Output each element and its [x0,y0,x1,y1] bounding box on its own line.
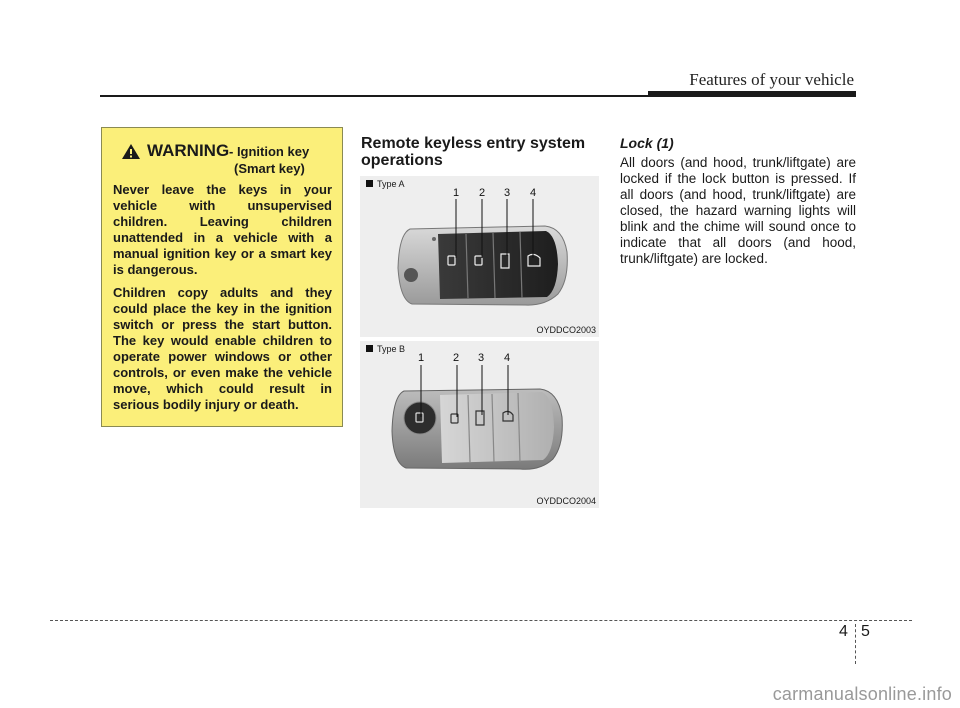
lock-subheading: Lock (1) [620,135,674,151]
callout-4: 4 [504,352,511,364]
key-figure-type-a [360,176,599,337]
callout-2: 2 [479,187,486,199]
callout-2: 2 [453,352,460,364]
warning-subtitle-line1: - Ignition key [229,144,310,159]
section-heading: Remote keyless entry system operations [361,135,586,169]
warning-paragraph: Children copy adults and they could place the key in the ignition switch or press the start button. The key would enable children to operate power windows or other controls, or even make the vehicle move, which could result in serious bodily injury or death. [113,285,332,412]
warning-header [113,140,332,182]
warning-paragraph: Never leave the keys in your vehicle with unsupervised children. Leaving children unattended in a vehicle with a manual ignition key or a smart key is dangerous. [113,182,332,277]
page-number: 5 [861,623,870,640]
watermark: carmanualsonline.info [772,684,952,704]
right-column [620,135,856,267]
warning-title: WARNING [147,141,230,160]
header-rule-accent [648,91,856,97]
callout-1: 1 [453,187,460,199]
warning-triangle-icon [121,143,141,160]
callout-3: 3 [504,187,511,199]
figure-label: Type B [366,344,405,354]
warning-subtitle-line2: (Smart key) [234,161,305,176]
callout-4: 4 [530,187,537,199]
footer-page-divider [855,624,856,664]
figure-label: Type A [366,179,405,189]
footer-rule [50,620,912,621]
smart-key-type-a-illustration [360,176,599,337]
callout-1: 1 [418,352,425,364]
key-figure-type-b [360,341,599,508]
figure-code: OYDDCO2003 [536,325,596,335]
figure-code: OYDDCO2004 [536,496,596,506]
chapter-number: 4 [839,623,848,640]
warning-box [101,127,343,427]
smart-key-type-b-illustration [360,341,599,508]
callout-3: 3 [478,352,485,364]
header-rule [100,95,648,97]
lock-description: All doors (and hood, trunk/liftgate) are locked if the lock button is pressed. If all doors (and hood, trunk/liftgate) are closed, the hazard warning lights will blink and the chime will sound once to indicate that all doors (and hood, trunk/liftgate) are locked. [620,155,856,266]
page-header-title: Features of your vehicle [689,70,854,89]
